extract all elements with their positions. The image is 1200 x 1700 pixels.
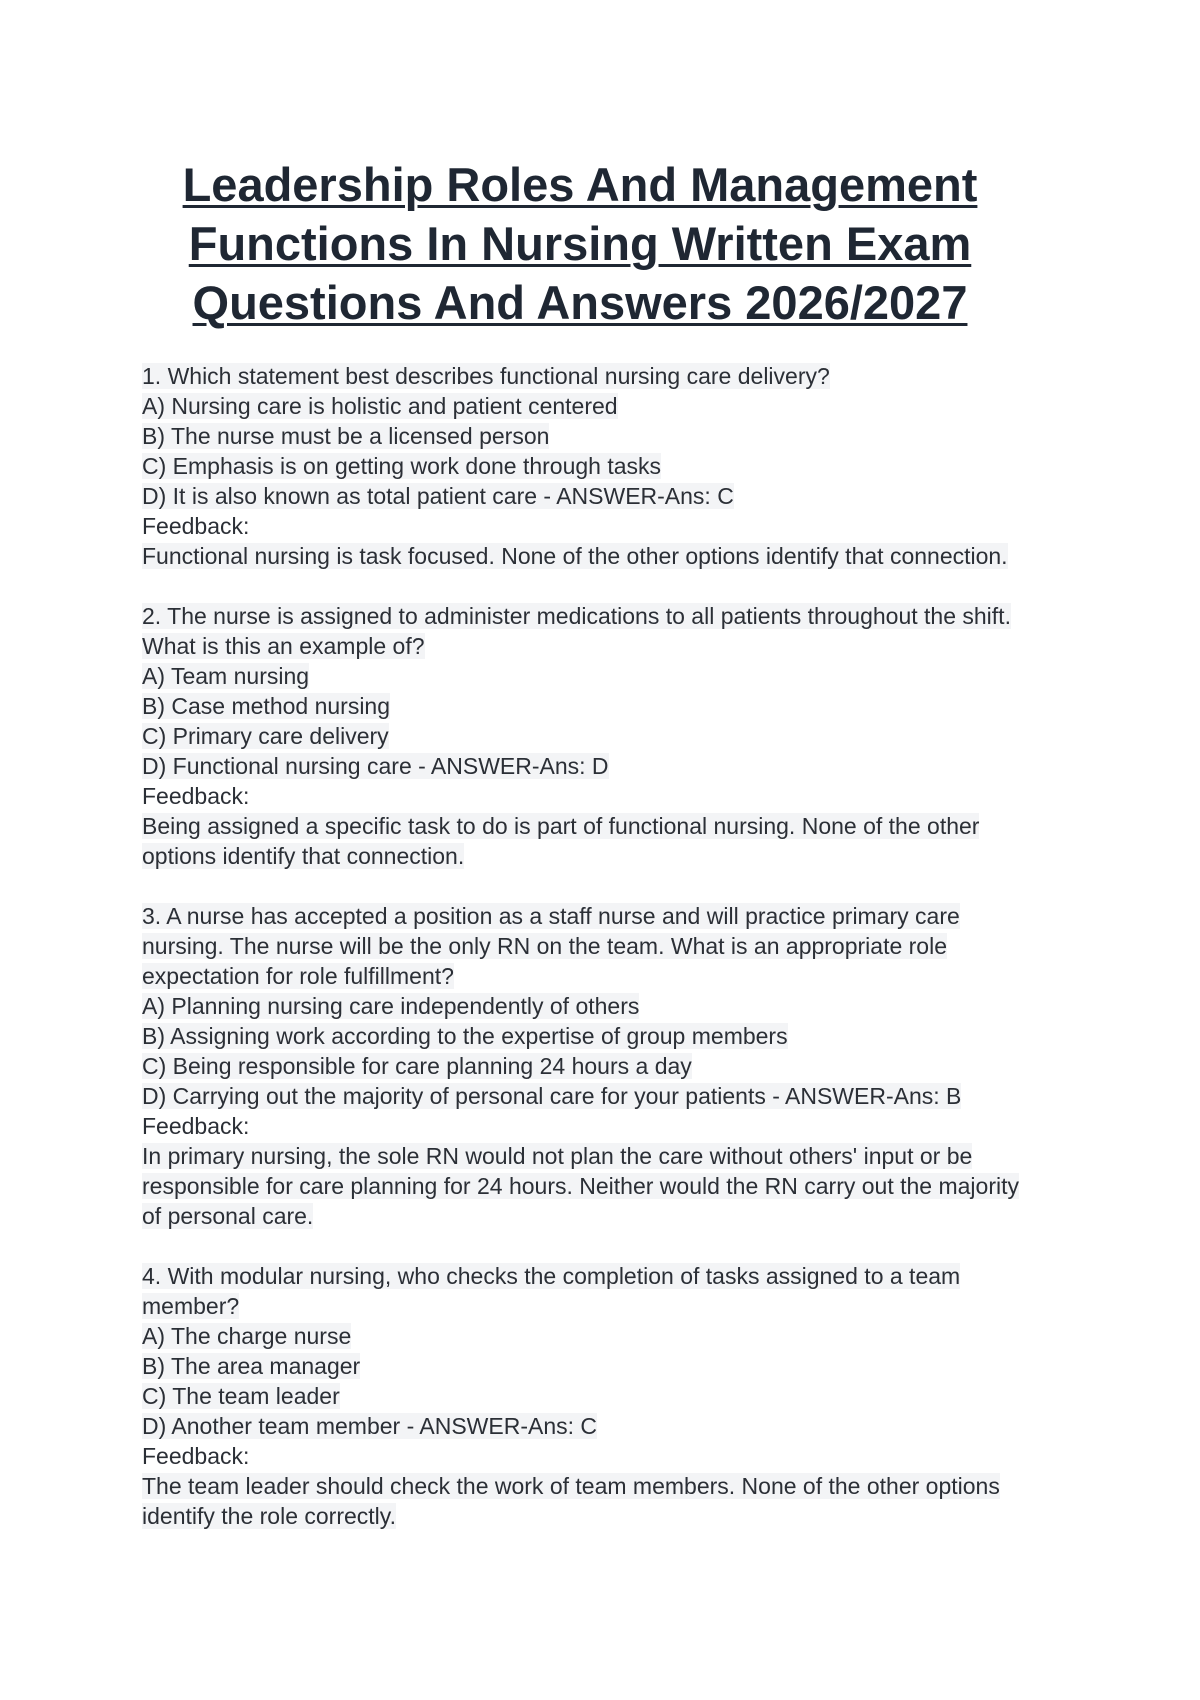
feedback-label: Feedback: — [142, 513, 250, 539]
answer-option: A) The charge nurse — [142, 1323, 352, 1349]
answer-option: D) Functional nursing care - ANSWER-Ans: D — [142, 753, 609, 779]
question-text: member? — [142, 1293, 240, 1319]
question-text: 1. Which statement best describes functional nursing care delivery? — [142, 363, 830, 389]
question-block — [142, 1261, 1082, 1531]
feedback-text: responsible for care planning for 24 hours. Neither would the RN carry out the majority — [142, 1173, 1019, 1199]
answer-option: D) Another team member - ANSWER-Ans: C — [142, 1413, 598, 1439]
answer-option: C) Emphasis is on getting work done through tasks — [142, 453, 662, 479]
question-list — [142, 361, 1082, 1561]
document-title — [150, 155, 1010, 332]
answer-option: C) The team leader — [142, 1383, 340, 1409]
answer-option: B) Assigning work according to the expertise of group members — [142, 1023, 788, 1049]
question-text: 3. A nurse has accepted a position as a staff nurse and will practice primary care — [142, 903, 960, 929]
title-line: Questions And Answers 2026/2027 — [192, 276, 968, 329]
feedback-text: Functional nursing is task focused. None of the other options identify that connection. — [142, 543, 1008, 569]
answer-option: A) Planning nursing care independently of others — [142, 993, 640, 1019]
feedback-text: Being assigned a specific task to do is part of functional nursing. None of the other — [142, 813, 980, 839]
feedback-text: options identify that connection. — [142, 843, 465, 869]
answer-option: B) The area manager — [142, 1353, 361, 1379]
feedback-text: The team leader should check the work of team members. None of the other options — [142, 1473, 1000, 1499]
title-line: Functions In Nursing Written Exam — [188, 217, 972, 270]
feedback-text: identify the role correctly. — [142, 1503, 396, 1529]
answer-option: A) Nursing care is holistic and patient centered — [142, 393, 618, 419]
question-block — [142, 901, 1082, 1231]
question-text: expectation for role fulfillment? — [142, 963, 454, 989]
question-block — [142, 601, 1082, 871]
feedback-label: Feedback: — [142, 1113, 250, 1139]
feedback-label: Feedback: — [142, 1443, 250, 1469]
answer-option: B) The nurse must be a licensed person — [142, 423, 550, 449]
question-text: nursing. The nurse will be the only RN on the team. What is an appropriate role — [142, 933, 947, 959]
answer-option: C) Being responsible for care planning 24 hours a day — [142, 1053, 692, 1079]
question-text: 4. With modular nursing, who checks the completion of tasks assigned to a team — [142, 1263, 961, 1289]
question-text: 2. The nurse is assigned to administer medications to all patients throughout the shift. — [142, 603, 1011, 629]
feedback-text: In primary nursing, the sole RN would not plan the care without others' input or be — [142, 1143, 973, 1169]
answer-option: C) Primary care delivery — [142, 723, 389, 749]
feedback-label: Feedback: — [142, 783, 250, 809]
title-line: Leadership Roles And Management — [182, 158, 978, 211]
question-text: What is this an example of? — [142, 633, 425, 659]
answer-option: D) Carrying out the majority of personal care for your patients - ANSWER-Ans: B — [142, 1083, 962, 1109]
answer-option: A) Team nursing — [142, 663, 310, 689]
feedback-text: of personal care. — [142, 1203, 314, 1229]
answer-option: D) It is also known as total patient care - ANSWER-Ans: C — [142, 483, 734, 509]
question-block — [142, 361, 1082, 571]
answer-option: B) Case method nursing — [142, 693, 391, 719]
